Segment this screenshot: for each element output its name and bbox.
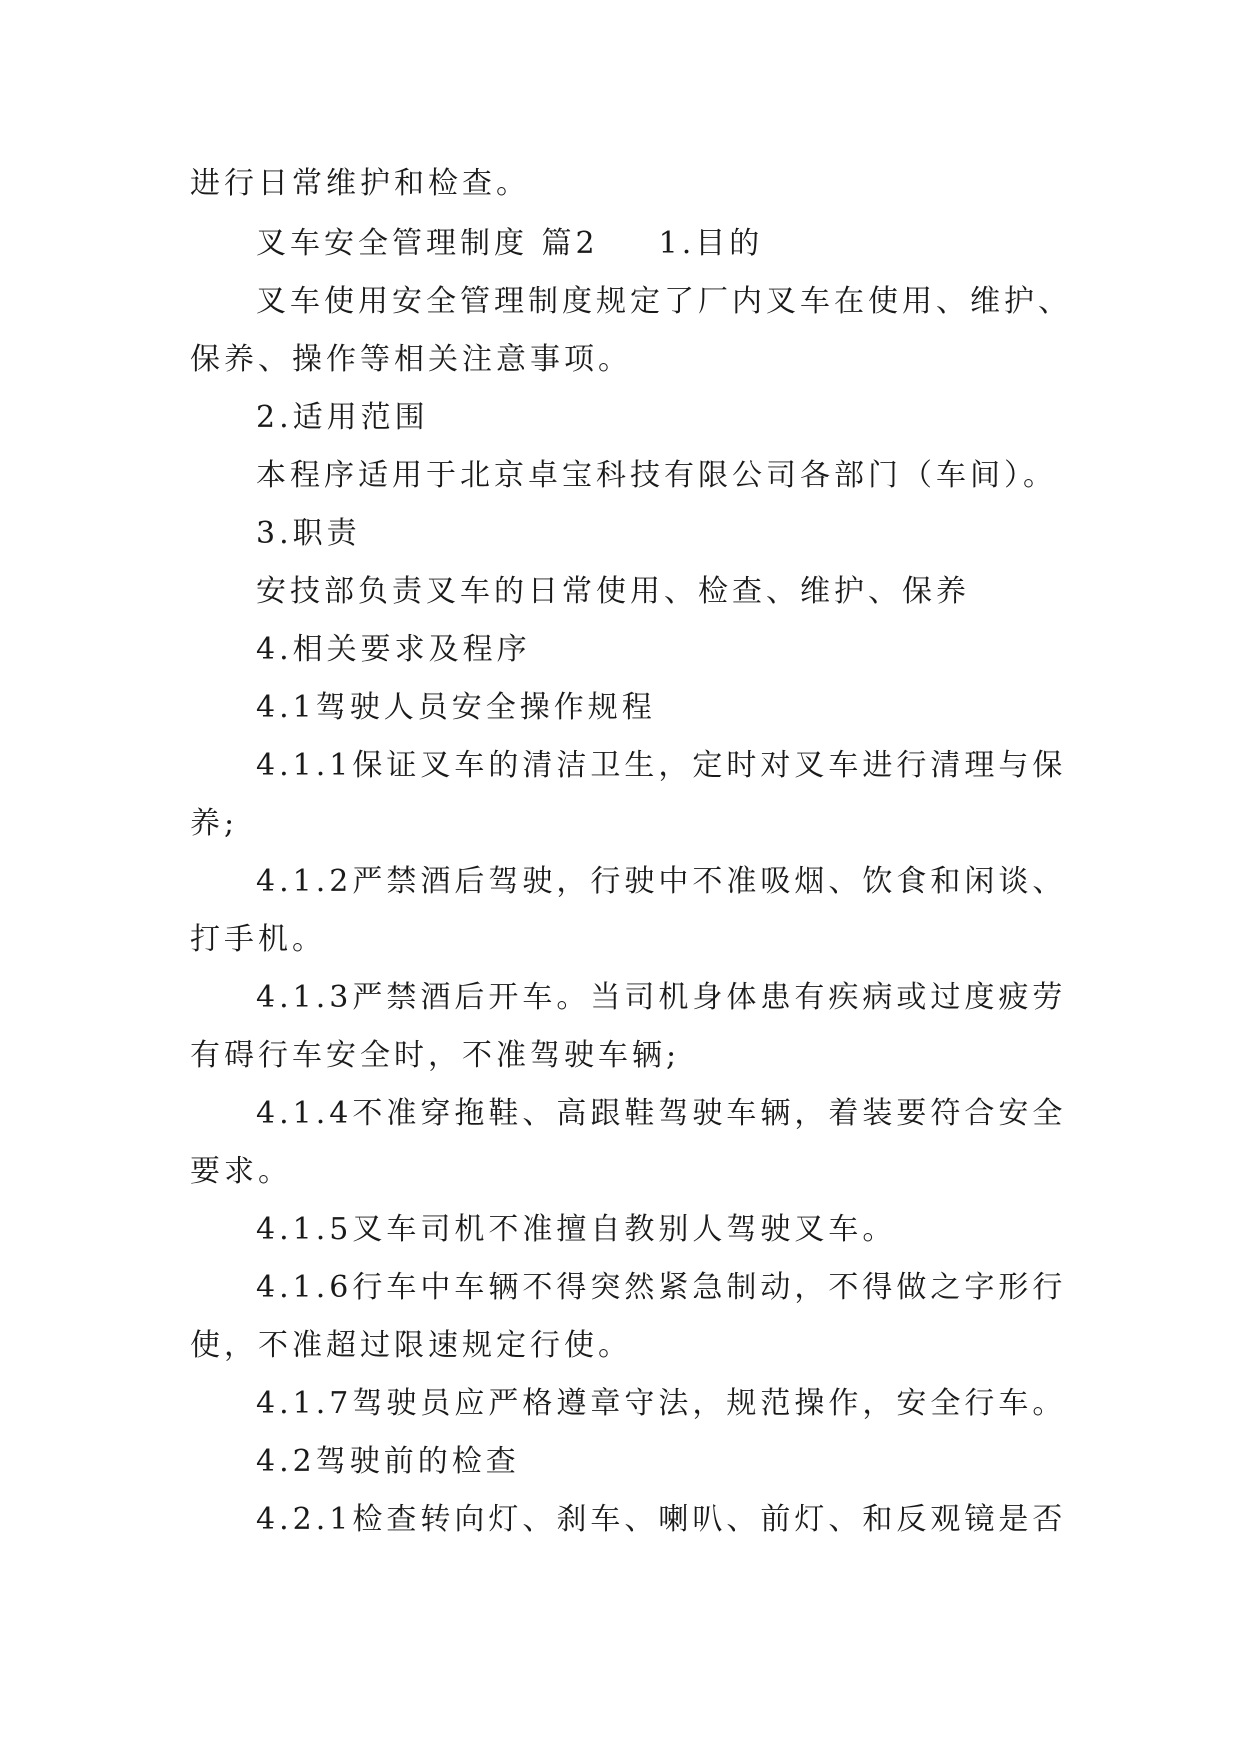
section-heading-line	[256, 224, 1241, 264]
article-title: 叉车安全管理制度 篇2	[256, 226, 599, 261]
paragraph-line: 4.1.6行车中车辆不得突然紧急制动，不得做之字形行	[256, 1270, 1067, 1305]
section-heading: 3.职责	[256, 516, 361, 551]
paragraph-line: 安技部负责叉车的日常使用、检查、维护、保养	[256, 574, 970, 609]
section-heading: 1.目的	[658, 226, 764, 261]
paragraph-line: 4.1.2严禁酒后驾驶，行驶中不准吸烟、饮食和闲谈、	[256, 864, 1067, 899]
section-heading: 4.相关要求及程序	[256, 632, 531, 667]
paragraph-line: 4.1.5叉车司机不准擅自教别人驾驶叉车。	[256, 1212, 897, 1247]
paragraph-line: 4.1.1保证叉车的清洁卫生，定时对叉车进行清理与保	[256, 748, 1067, 783]
paragraph-line: 4.1.4不准穿拖鞋、高跟鞋驾驶车辆，着装要符合安全	[256, 1096, 1067, 1131]
paragraph-line: 养;	[190, 806, 239, 841]
paragraph-line: 4.1.7驾驶员应严格遵章守法，规范操作，安全行车。	[256, 1386, 1067, 1421]
paragraph-line: 本程序适用于北京卓宝科技有限公司各部门（车间）。	[256, 458, 1057, 493]
paragraph-line: 进行日常维护和检查。	[190, 166, 530, 201]
paragraph-line: 叉车使用安全管理制度规定了厂内叉车在使用、维护、	[256, 284, 1072, 319]
subsection-heading: 4.2驾驶前的检查	[256, 1444, 520, 1479]
paragraph-line: 4.1.3严禁酒后开车。当司机身体患有疾病或过度疲劳	[256, 980, 1067, 1015]
paragraph-line: 要求。	[190, 1154, 292, 1189]
paragraph-line: 4.2.1检查转向灯、刹车、喇叭、前灯、和反观镜是否	[256, 1502, 1067, 1537]
paragraph-line: 有碍行车安全时，不准驾驶车辆;	[190, 1038, 681, 1073]
paragraph-line: 使，不准超过限速规定行使。	[190, 1328, 632, 1363]
paragraph-line: 保养、操作等相关注意事项。	[190, 342, 632, 377]
subsection-heading: 4.1驾驶人员安全操作规程	[256, 690, 656, 725]
paragraph-line: 打手机。	[190, 922, 326, 957]
section-heading: 2.适用范围	[256, 400, 429, 435]
